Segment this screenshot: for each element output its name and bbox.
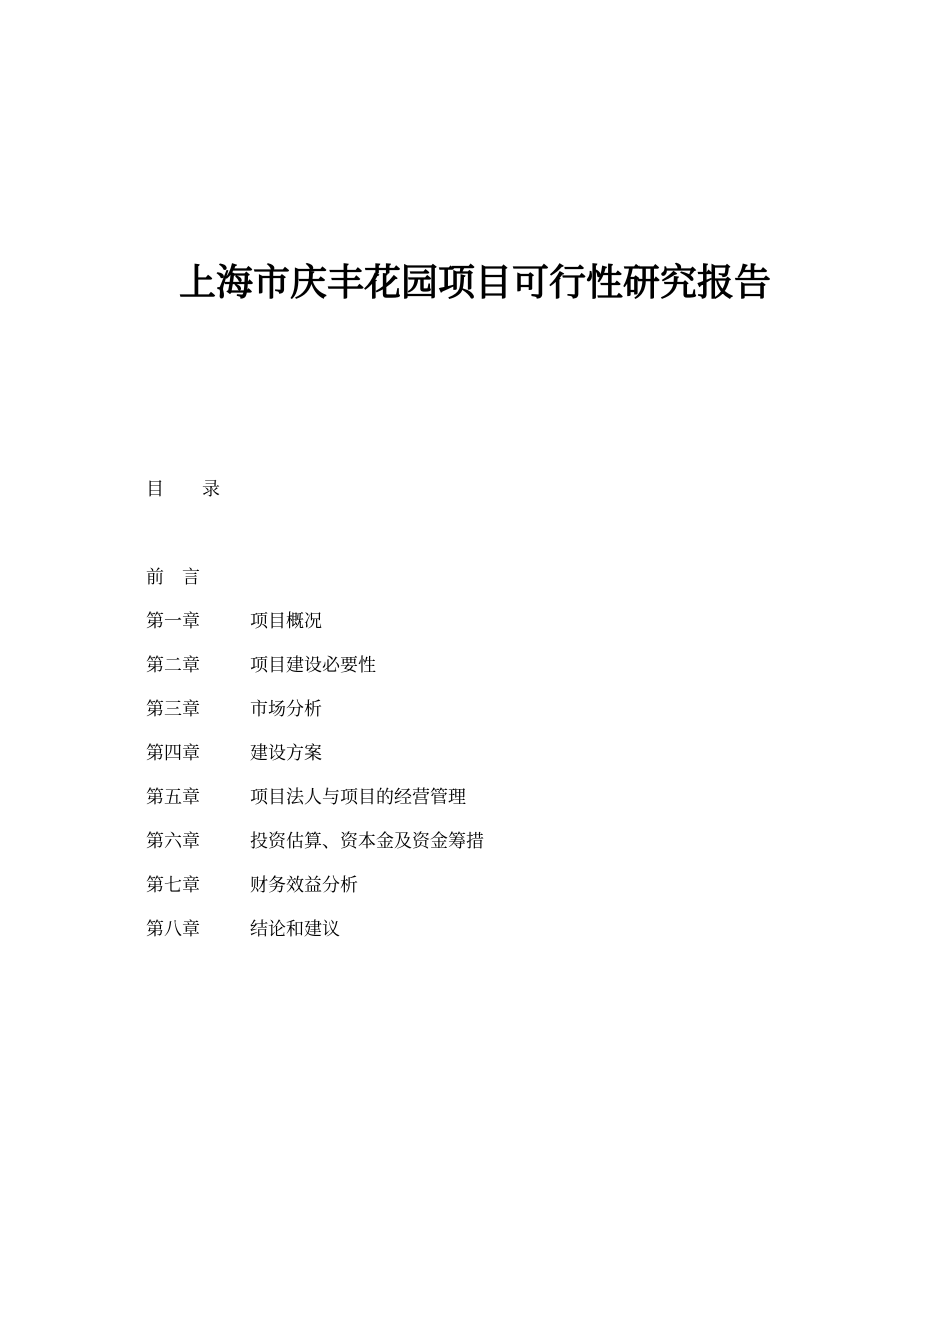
chapter-title: 结论和建议: [250, 919, 340, 940]
toc-chapter-1: [146, 610, 484, 654]
toc-chapter-4: [146, 742, 484, 786]
chapter-number: 第八章: [146, 919, 200, 940]
toc-chapter-6: [146, 830, 484, 874]
toc-chapter-list: [146, 610, 484, 962]
toc-heading: [146, 478, 220, 502]
chapter-title: 投资估算、资本金及资金筹措: [250, 831, 484, 852]
toc-chapter-2: [146, 654, 484, 698]
chapter-number: 第四章: [146, 743, 200, 764]
chapter-title: 项目建设必要性: [250, 655, 376, 676]
preface-part2: 言: [182, 567, 200, 588]
chapter-number: 第一章: [146, 611, 200, 632]
toc-preface-entry: [146, 566, 200, 590]
chapter-title: 建设方案: [250, 743, 322, 764]
toc-heading-part2: 录: [202, 479, 220, 500]
chapter-number: 第二章: [146, 655, 200, 676]
toc-chapter-7: [146, 874, 484, 918]
chapter-number: 第七章: [146, 875, 200, 896]
chapter-title: 市场分析: [250, 699, 322, 720]
toc-chapter-8: [146, 918, 484, 962]
chapter-title: 财务效益分析: [250, 875, 358, 896]
toc-chapter-5: [146, 786, 484, 830]
chapter-title: 项目法人与项目的经营管理: [250, 787, 466, 808]
toc-heading-part1: 目: [146, 479, 164, 500]
preface-part1: 前: [146, 567, 164, 588]
document-title: 上海市庆丰花园项目可行性研究报告: [179, 260, 771, 304]
chapter-number: 第三章: [146, 699, 200, 720]
chapter-number: 第五章: [146, 787, 200, 808]
chapter-number: 第六章: [146, 831, 200, 852]
toc-chapter-3: [146, 698, 484, 742]
chapter-title: 项目概况: [250, 611, 322, 632]
